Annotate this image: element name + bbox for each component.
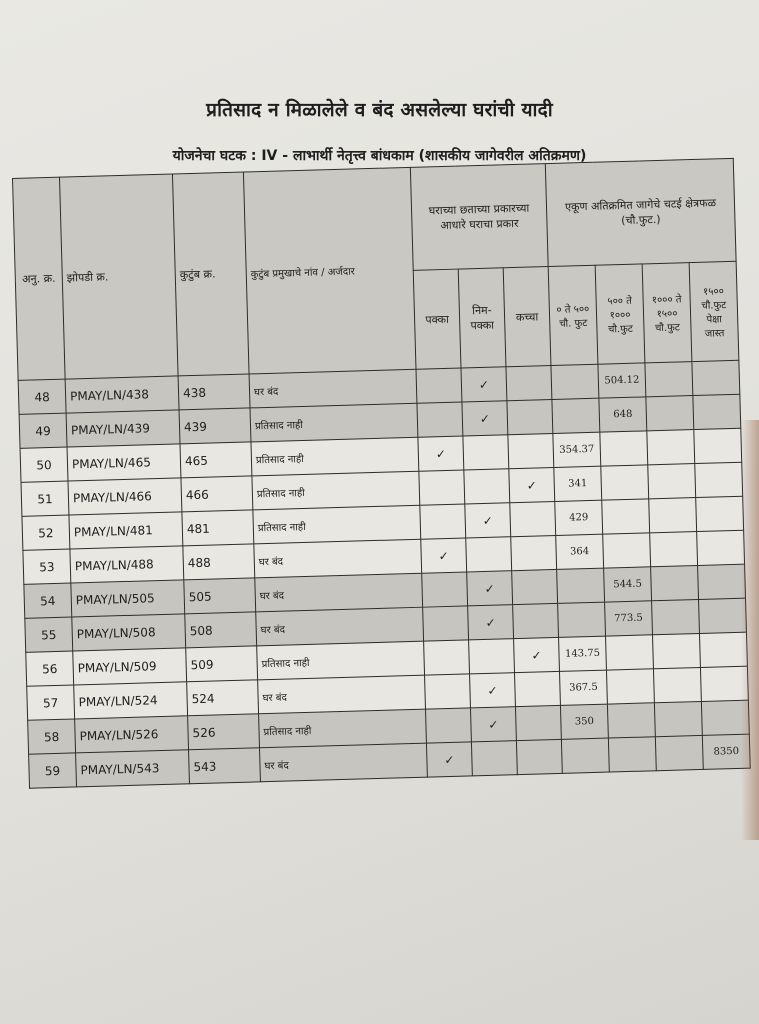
- cell-area-a2: [608, 737, 656, 772]
- cell-sr: 48: [18, 379, 66, 414]
- cell-type-pakka: [418, 436, 464, 471]
- area-value: 648: [613, 408, 633, 421]
- cell-applicant: घर बंद: [254, 539, 422, 578]
- tick-mark-icon: ✓: [478, 377, 490, 392]
- cell-type-semi: [467, 571, 513, 606]
- cell-slum-no: PMAY/LN/465: [67, 444, 181, 481]
- cell-type-semi: [470, 707, 516, 742]
- tick-mark-icon: ✓: [488, 717, 499, 732]
- cell-family-no: 509: [186, 646, 258, 682]
- cell-slum-no: PMAY/LN/438: [65, 376, 179, 413]
- cell-area-a3: [652, 599, 700, 634]
- cell-sr: 52: [22, 515, 70, 550]
- cell-area-a3: [646, 396, 694, 431]
- cell-type-pakka: [417, 402, 463, 437]
- tick-mark-icon: ✓: [435, 446, 447, 461]
- cell-applicant: प्रतिसाद नाही: [251, 437, 419, 476]
- cell-family-no: 465: [180, 442, 252, 478]
- cell-slum-no: PMAY/LN/524: [74, 682, 188, 719]
- cell-type-pakka: [421, 538, 467, 573]
- cell-applicant: प्रतिसाद नाही: [259, 709, 427, 748]
- cell-type-semi: [465, 503, 511, 538]
- header-area-1000-1500: १००० ते १५०० चौ.फुट: [642, 263, 692, 363]
- beneficiary-table: [12, 158, 751, 789]
- cell-area-a4: [695, 462, 743, 497]
- cell-sr: 55: [25, 617, 73, 652]
- cell-area-a4: [696, 496, 744, 531]
- cell-slum-no: PMAY/LN/488: [70, 546, 184, 583]
- cell-type-kachcha: [508, 433, 554, 468]
- header-sr: अनु. क्र.: [13, 177, 66, 380]
- header-type-kachcha: कच्चा: [503, 267, 551, 367]
- cell-area-a2: [603, 533, 651, 568]
- cell-applicant: घर बंद: [258, 675, 426, 714]
- tick-mark-icon: ✓: [485, 615, 496, 630]
- cell-area-a3: [653, 667, 701, 702]
- document-subtitle: योजनेचा घटक : IV - लाभार्थी नेतृत्त्व बांधकाम (शासकीय जागेवरील अतिक्रमण): [172, 148, 587, 164]
- header-house-type-group: घराच्या छताच्या प्रकारच्या आधारे घराचा प्रकार: [410, 164, 548, 271]
- cell-area-a4: [692, 360, 740, 395]
- cell-family-no: 526: [188, 714, 260, 750]
- cell-area-a4: [697, 530, 745, 565]
- area-value: 8350: [713, 745, 740, 758]
- cell-slum-no: PMAY/LN/505: [71, 580, 185, 617]
- cell-area-a2: [606, 635, 654, 670]
- tick-mark-icon: ✓: [484, 581, 495, 596]
- cell-area-a3: [651, 566, 699, 601]
- cell-type-semi: [471, 741, 517, 776]
- cell-family-no: 508: [185, 612, 257, 648]
- cell-area-a3: [654, 701, 702, 736]
- page-edge-shadow: [741, 420, 759, 840]
- cell-area-a1: [558, 602, 606, 637]
- cell-type-pakka: [416, 368, 462, 403]
- cell-slum-no: PMAY/LN/481: [69, 512, 183, 549]
- header-name: कुटुंब प्रमुखाचे नांव / अर्जदार: [243, 167, 416, 374]
- header-area-1500-plus: १५०० चौ.फुट पेक्षा जास्त: [689, 261, 739, 361]
- cell-family-no: 481: [182, 510, 254, 546]
- area-value: 341: [568, 478, 588, 490]
- cell-applicant: प्रतिसाद नाही: [253, 505, 421, 544]
- cell-family-no: 466: [181, 476, 253, 512]
- cell-slum-no: PMAY/LN/439: [66, 410, 180, 447]
- cell-area-a4: [694, 428, 742, 463]
- tick-mark-icon: ✓: [482, 513, 493, 528]
- cell-sr: 49: [19, 413, 67, 448]
- tick-mark-icon: ✓: [526, 477, 538, 493]
- cell-applicant: घर बंद: [260, 743, 428, 782]
- cell-family-no: 543: [189, 748, 261, 784]
- header-area-500-1000: ५०० ते १००० चौ.फुट: [595, 264, 645, 364]
- cell-applicant: प्रतिसाद नाही: [252, 471, 420, 510]
- header-family: कुटुंब क्र.: [172, 172, 249, 376]
- cell-area-a4: [693, 394, 741, 429]
- cell-type-kachcha: [515, 671, 561, 706]
- cell-type-pakka: [425, 708, 471, 743]
- header-area-0-500: ० ते ५०० चौ. फुट: [548, 265, 598, 365]
- cell-area-a4: [699, 598, 747, 633]
- cell-type-pakka: [420, 504, 466, 539]
- cell-family-no: 524: [187, 680, 259, 716]
- cell-area-a1: [557, 568, 605, 603]
- cell-area-a1: [555, 500, 603, 535]
- cell-type-kachcha: [506, 366, 552, 401]
- cell-area-a2: [602, 499, 650, 534]
- cell-applicant: घर बंद: [256, 607, 424, 646]
- cell-area-a1: [556, 534, 604, 569]
- header-type-semi: निम-पक्का: [458, 268, 506, 368]
- cell-slum-no: PMAY/LN/508: [72, 614, 186, 651]
- cell-area-a2: [600, 431, 648, 466]
- tick-mark-icon: ✓: [438, 548, 449, 563]
- cell-area-a3: [649, 498, 697, 533]
- cell-area-a2: [601, 465, 649, 500]
- header-area-group: एकूण अतिक्रमित जागेचे चटई क्षेत्रफळ (चौ.फुट.): [545, 158, 736, 266]
- cell-slum-no: PMAY/LN/526: [75, 716, 189, 753]
- cell-type-semi: [470, 673, 516, 708]
- cell-area-a1: [554, 466, 602, 501]
- data-table-sheet: [12, 158, 751, 789]
- cell-area-a3: [655, 735, 703, 770]
- cell-family-no: 488: [183, 544, 255, 580]
- area-value: 504.12: [604, 374, 640, 387]
- cell-area-a3: [645, 362, 693, 397]
- cell-area-a2: [599, 397, 647, 432]
- area-value: 364: [569, 546, 590, 558]
- cell-type-kachcha: [509, 467, 555, 502]
- cell-family-no: 505: [184, 578, 256, 614]
- cell-type-semi: [461, 367, 507, 402]
- cell-area-a1: [553, 432, 601, 467]
- cell-sr: 57: [27, 685, 75, 720]
- cell-type-kachcha: [516, 739, 562, 774]
- cell-type-kachcha: [510, 501, 556, 536]
- cell-type-semi: [466, 537, 512, 572]
- cell-type-pakka: [425, 674, 471, 709]
- cell-type-pakka: [422, 572, 468, 607]
- cell-slum-no: PMAY/LN/466: [68, 478, 182, 515]
- cell-area-a1: [559, 670, 607, 705]
- cell-area-a1: [551, 364, 599, 399]
- cell-family-no: 439: [179, 408, 251, 444]
- cell-sr: 54: [24, 583, 72, 618]
- cell-type-pakka: [426, 742, 472, 777]
- cell-type-semi: [464, 469, 510, 504]
- cell-type-pakka: [424, 640, 470, 675]
- cell-area-a3: [653, 633, 701, 668]
- cell-type-semi: [462, 401, 508, 436]
- area-value: 367.5: [568, 681, 598, 694]
- cell-applicant: प्रतिसाद नाही: [250, 403, 418, 442]
- area-value: 773.5: [614, 612, 643, 625]
- cell-sr: 50: [20, 447, 68, 482]
- cell-area-a2: [604, 567, 652, 602]
- area-value: 354.37: [559, 443, 595, 456]
- cell-area-a4: [698, 564, 746, 599]
- cell-sr: 58: [28, 719, 76, 754]
- cell-area-a1: [561, 738, 609, 773]
- cell-type-kachcha: [514, 637, 560, 672]
- cell-sr: 56: [26, 651, 74, 686]
- cell-area-a2: [605, 601, 653, 636]
- cell-applicant: घर बंद: [249, 369, 417, 408]
- tick-mark-icon: ✓: [531, 647, 542, 663]
- cell-area-a1: [552, 398, 600, 433]
- cell-area-a3: [647, 430, 695, 465]
- cell-area-a2: [606, 669, 654, 704]
- cell-applicant: प्रतिसाद नाही: [257, 641, 425, 680]
- header-slum: झोपडी क्र.: [59, 174, 178, 379]
- cell-type-kachcha: [515, 705, 561, 740]
- cell-area-a3: [650, 532, 698, 567]
- cell-area-a2: [598, 363, 646, 398]
- cell-type-pakka: [423, 606, 469, 641]
- cell-type-semi: [468, 605, 514, 640]
- cell-type-kachcha: [511, 535, 557, 570]
- cell-slum-no: PMAY/LN/543: [76, 750, 190, 787]
- cell-slum-no: PMAY/LN/509: [73, 648, 187, 685]
- cell-family-no: 438: [178, 374, 250, 410]
- cell-sr: 59: [29, 753, 77, 788]
- area-value: 143.75: [564, 647, 601, 660]
- cell-sr: 51: [21, 481, 69, 516]
- cell-area-a1: [559, 636, 607, 671]
- tick-mark-icon: ✓: [487, 683, 498, 698]
- tick-mark-icon: ✓: [444, 752, 455, 767]
- cell-type-kachcha: [513, 603, 559, 638]
- cell-type-kachcha: [507, 400, 553, 435]
- cell-area-a2: [607, 703, 655, 738]
- area-value: 544.5: [613, 578, 643, 591]
- area-value: 429: [569, 512, 589, 524]
- cell-type-semi: [463, 435, 509, 470]
- cell-area-a3: [648, 464, 696, 499]
- area-value: 350: [574, 715, 595, 728]
- cell-area-a1: [560, 704, 608, 739]
- cell-applicant: घर बंद: [255, 573, 423, 612]
- header-type-pakka: पक्का: [413, 269, 461, 369]
- cell-type-kachcha: [512, 569, 558, 604]
- cell-type-pakka: [419, 470, 465, 505]
- document-title: प्रतिसाद न मिळालेले व बंद असलेल्या घरांची यादी: [206, 99, 553, 121]
- cell-type-semi: [469, 639, 515, 674]
- table-body: [18, 360, 750, 788]
- tick-mark-icon: ✓: [479, 411, 491, 426]
- cell-sr: 53: [23, 549, 71, 584]
